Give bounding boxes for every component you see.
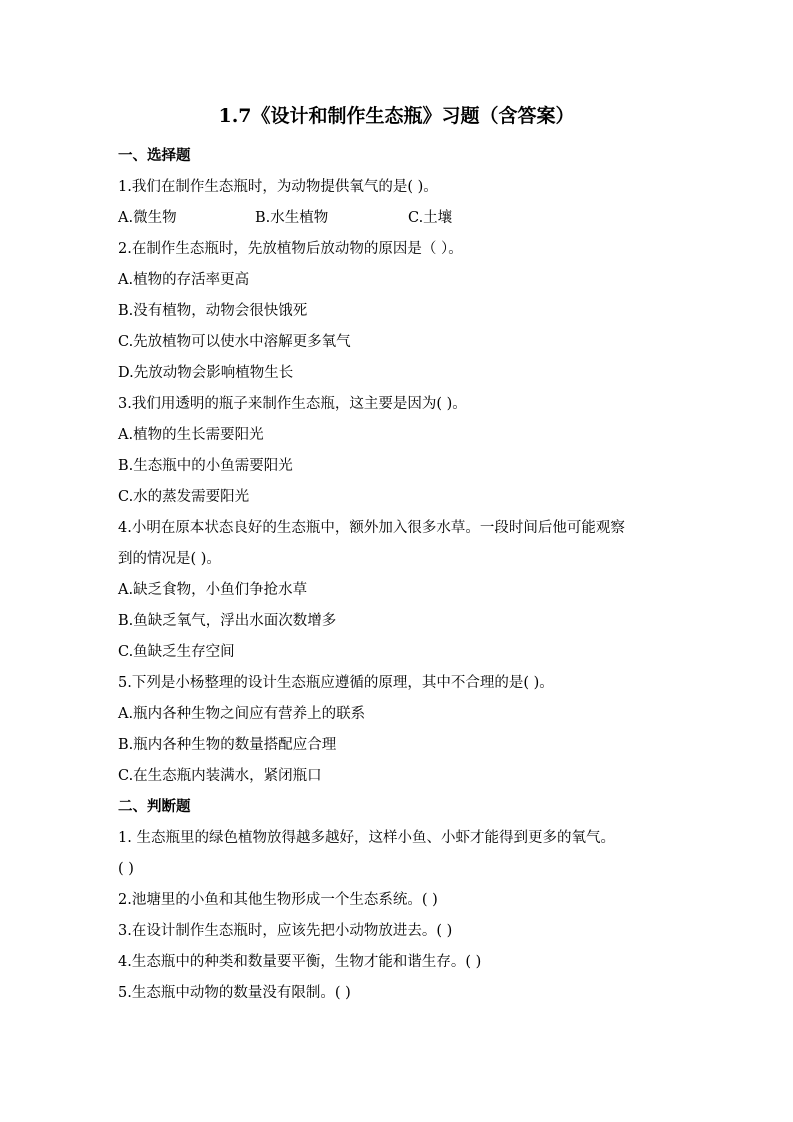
- section-heading-choice: 一、选择题: [118, 148, 191, 164]
- document-title: 1.7《设计和制作生态瓶》习题（含答案）: [218, 105, 575, 127]
- question-5-option-a: A.瓶内各种生物之间应有营养上的联系: [118, 706, 366, 722]
- judgment-3: 3.在设计制作生态瓶时，应该先把小动物放进去。( ): [118, 923, 453, 939]
- question-4-option-b: B.鱼缺乏氧气，浮出水面次数增多: [118, 613, 337, 629]
- judgment-5: 5.生态瓶中动物的数量没有限制。( ): [118, 985, 351, 1001]
- question-3-stem: 3.我们用透明的瓶子来制作生态瓶，这主要是因为( )。: [118, 396, 467, 412]
- question-3-option-c: C.水的蒸发需要阳光: [118, 489, 250, 505]
- question-2-option-a: A.植物的存活率更高: [118, 272, 250, 288]
- question-1-option-b: B.水生植物: [255, 210, 329, 226]
- question-4-option-a: A.缺乏食物，小鱼们争抢水草: [118, 582, 308, 598]
- question-1-options: [118, 203, 688, 234]
- section-heading-judgment: 二、判断题: [118, 799, 191, 815]
- judgment-1-line-2: ( ): [118, 861, 134, 877]
- question-4-stem-line-1: 4.小明在原本状态良好的生态瓶中，额外加入很多水草。一段时间后他可能观察: [118, 520, 625, 536]
- question-5-option-b: B.瓶内各种生物的数量搭配应合理: [118, 737, 337, 753]
- question-2-option-d: D.先放动物会影响植物生长: [118, 365, 294, 381]
- question-1-option-a: A.微生物: [118, 210, 177, 226]
- question-5-option-c: C.在生态瓶内装满水，紧闭瓶口: [118, 768, 322, 784]
- question-1-option-c: C.土壤: [408, 210, 453, 226]
- judgment-1-line-1: 1. 生态瓶里的绿色植物放得越多越好，这样小鱼、小虾才能得到更多的氧气。: [118, 830, 615, 846]
- question-2-option-c: C.先放植物可以使水中溶解更多氧气: [118, 334, 351, 350]
- question-4-stem-line-2: 到的情况是( )。: [118, 551, 221, 567]
- question-3-option-a: A.植物的生长需要阳光: [118, 427, 264, 443]
- question-3-option-b: B.生态瓶中的小鱼需要阳光: [118, 458, 293, 474]
- question-2-option-b: B.没有植物，动物会很快饿死: [118, 303, 308, 319]
- judgment-4: 4.生态瓶中的种类和数量要平衡，生物才能和谐生存。( ): [118, 954, 482, 970]
- question-4-option-c: C.鱼缺乏生存空间: [118, 644, 235, 660]
- document-content: [118, 141, 688, 1009]
- judgment-2: 2.池塘里的小鱼和其他生物形成一个生态系统。( ): [118, 892, 438, 908]
- question-5-stem: 5.下列是小杨整理的设计生态瓶应遵循的原理，其中不合理的是( )。: [118, 675, 554, 691]
- question-2-stem: 2.在制作生态瓶时，先放植物后放动物的原因是（ ）。: [118, 241, 463, 257]
- question-1-stem: 1.我们在制作生态瓶时，为动物提供氧气的是( )。: [118, 179, 438, 195]
